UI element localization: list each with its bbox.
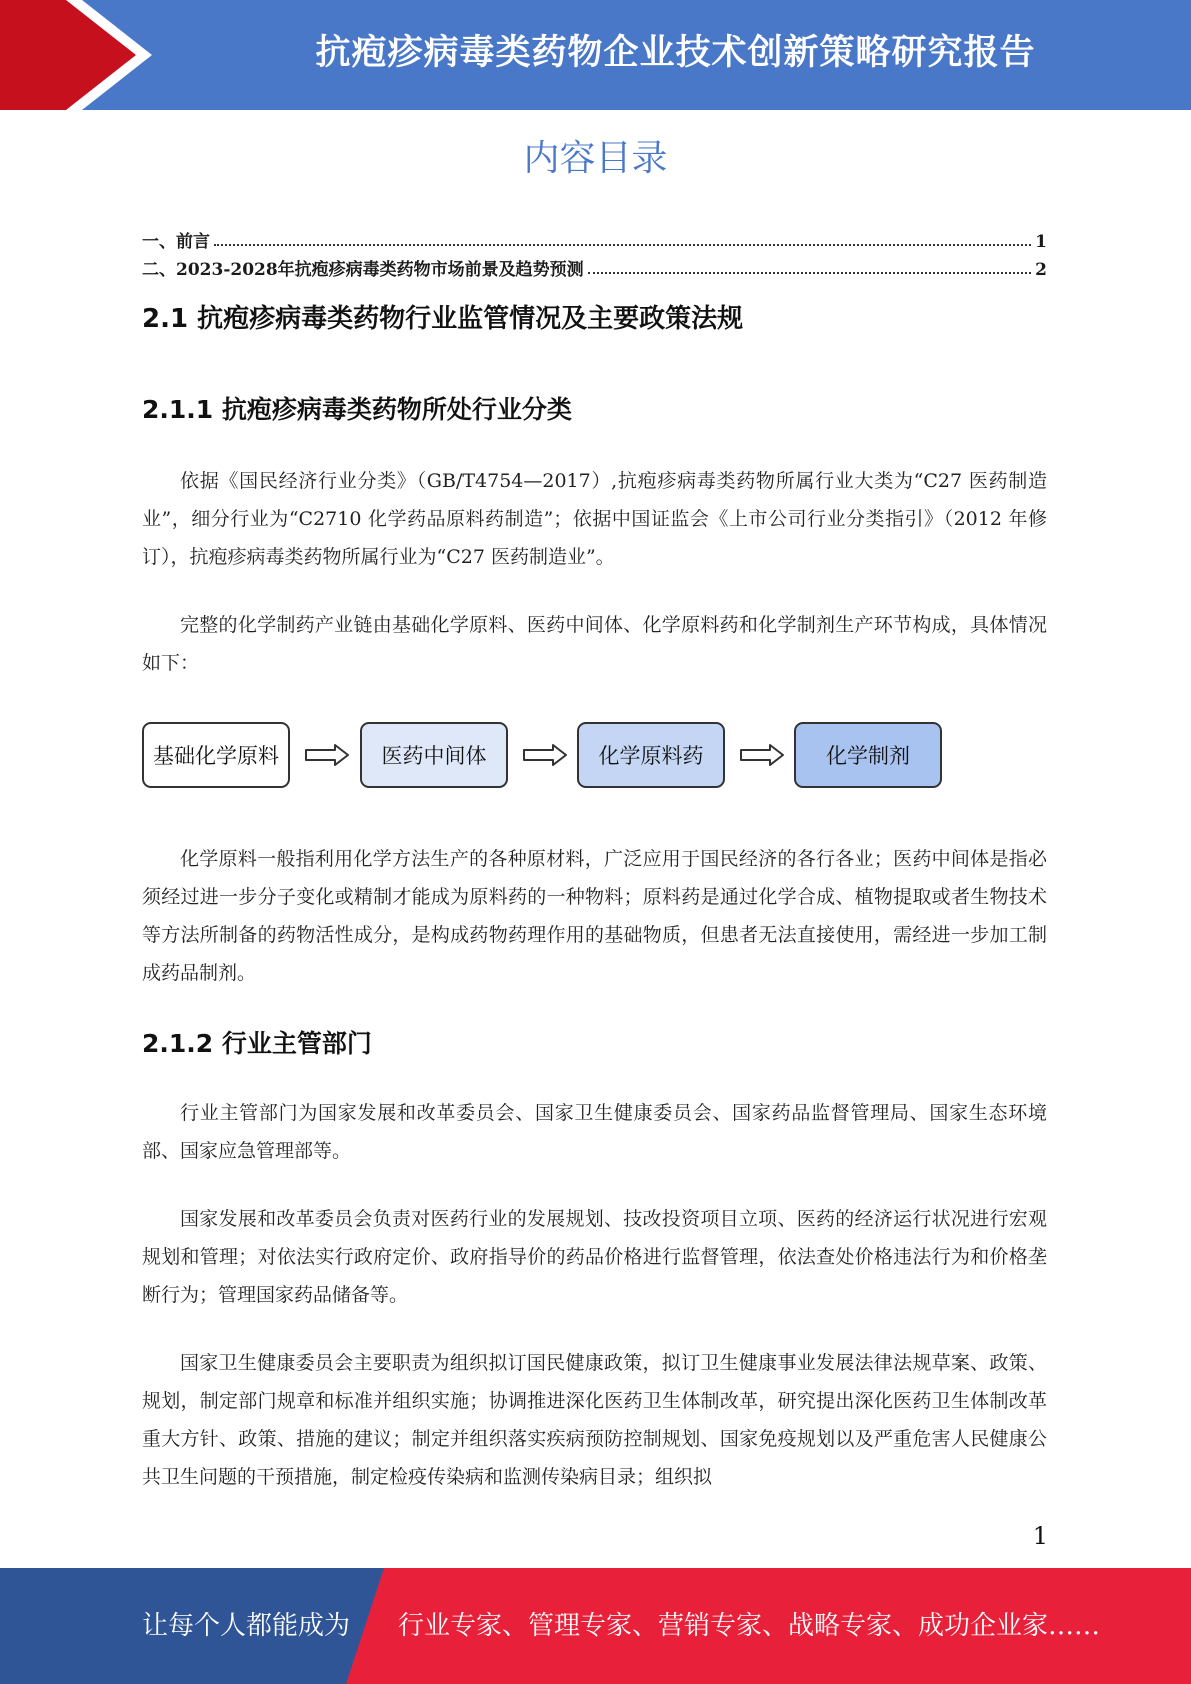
page-footer	[0, 1568, 1191, 1684]
toc-item-page: 1	[1035, 232, 1047, 252]
flow-step-api: 化学原料药	[577, 722, 725, 788]
arrow-right-icon	[523, 744, 567, 766]
report-title: 抗疱疹病毒类药物企业技术创新策略研究报告	[315, 33, 1036, 73]
toc-list	[142, 224, 1047, 280]
paragraph: 国家发展和改革委员会负责对医药行业的发展规划、技改投资项目立项、医药的经济运行状况进行宏观规划和管理；对依法实行政府定价、政府指导价的药品价格进行监督管理，依法查处价格违法行为和价格垄断行为；管理国家药品储备等。	[142, 1208, 1047, 1306]
arrow-right-icon	[740, 744, 784, 766]
page-header	[0, 0, 1191, 110]
paragraph: 化学原料一般指利用化学方法生产的各种原材料，广泛应用于国民经济的各行各业；医药中间体是指必须经过进一步分子变化或精制才能成为原料药的一种物料；原料药是通过化学合成、植物提取或者生物技术等方法所制备的药物活性成分，是构成药物药理作用的基础物质，但患者无法直接使用，需经进一步加工制成药品制剂。	[142, 848, 1047, 984]
toc-item-label: 一、前言	[142, 232, 210, 252]
section-heading-2-1-1: 2.1.1 抗疱疹病毒类药物所处行业分类	[142, 395, 572, 424]
paragraph: 依据《国民经济行业分类》（GB/T4754—2017）,抗疱疹病毒类药物所属行业大类为“C27 医药制造业”，细分行业为“C2710 化学药品原料药制造”；依据中国证监会《上市公司行业分类指引》（2012 年修订），抗疱疹病毒类药物所属行业为“C27 医药制造业”。	[142, 470, 1047, 568]
toc-leader-dots	[214, 244, 1031, 246]
paragraph: 行业主管部门为国家发展和改革委员会、国家卫生健康委员会、国家药品监督管理局、国家生态环境部、国家应急管理部等。	[142, 1102, 1047, 1162]
footer-slogan-left: 让每个人都能成为	[142, 1611, 351, 1641]
section-heading-2-1-2: 2.1.2 行业主管部门	[142, 1029, 372, 1058]
flow-step-formulations: 化学制剂	[794, 722, 942, 788]
paragraph: 国家卫生健康委员会主要职责为组织拟订国民健康政策，拟订卫生健康事业发展法律法规草案、政策、规划，制定部门规章和标准并组织实施；协调推进深化医药卫生体制改革，研究提出深化医药卫生体制改革重大方针、政策、措施的建议；制定并组织落实疾病预防控制规划、国家免疫规划以及严重危害人民健康公共卫生问题的干预措施，制定检疫传染病和监测传染病目录；组织拟	[142, 1352, 1047, 1488]
footer-slogan-right: 行业专家、管理专家、营销专家、战略专家、成功企业家……	[398, 1611, 1101, 1641]
arrow-right-icon	[305, 744, 349, 766]
toc-item-page: 2	[1035, 260, 1047, 280]
toc-item[interactable]	[142, 252, 1047, 280]
page-number: 1	[1032, 1522, 1048, 1550]
toc-item-label: 二、2023-2028年抗疱疹病毒类药物市场前景及趋势预测	[142, 260, 584, 280]
flow-step-basic-chemicals: 基础化学原料	[142, 722, 290, 788]
toc-item[interactable]	[142, 224, 1047, 252]
flow-step-intermediates: 医药中间体	[360, 722, 508, 788]
paragraph: 完整的化学制药产业链由基础化学原料、医药中间体、化学原料药和化学制剂生产环节构成，具体情况如下：	[142, 614, 1047, 674]
toc-leader-dots	[588, 272, 1031, 274]
toc-title: 内容目录	[523, 138, 668, 179]
industry-chain-flow	[142, 722, 952, 790]
section-heading-2-1: 2.1 抗疱疹病毒类药物行业监管情况及主要政策法规	[142, 304, 744, 334]
